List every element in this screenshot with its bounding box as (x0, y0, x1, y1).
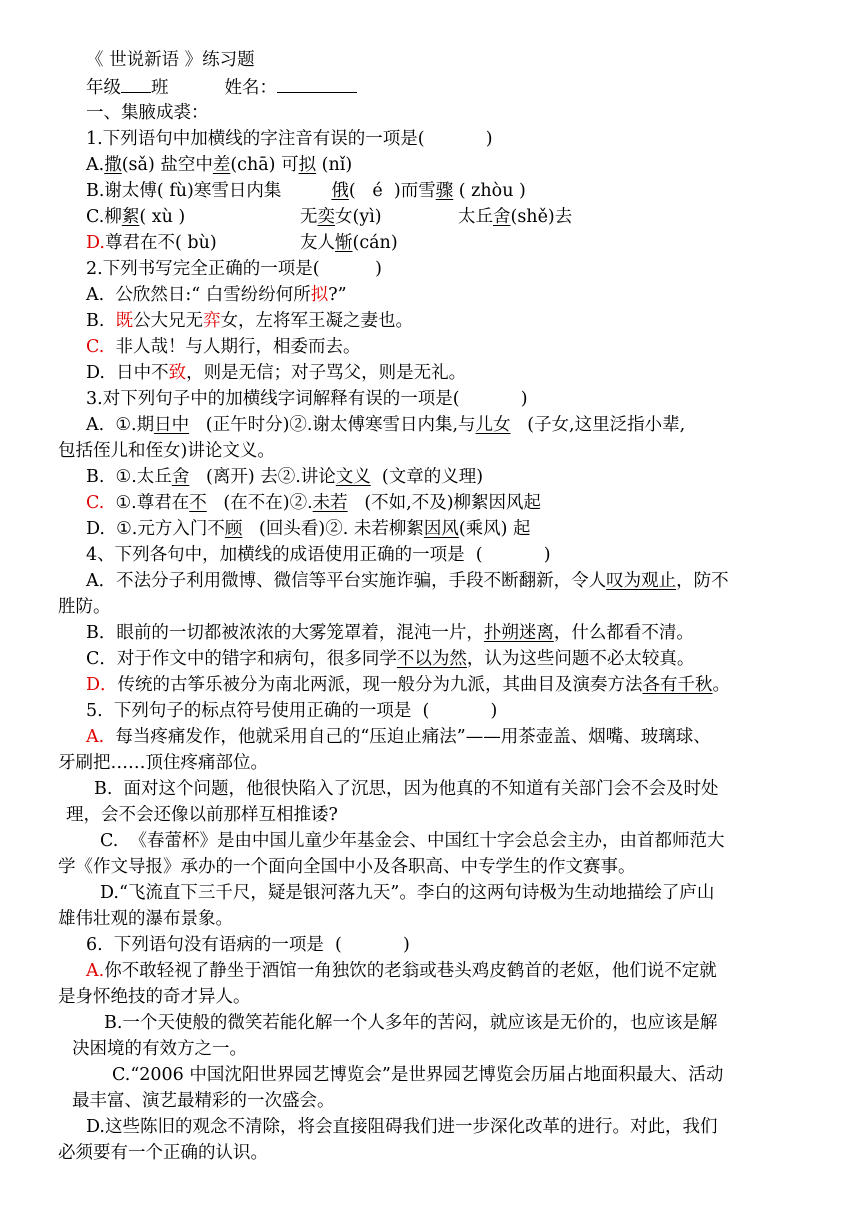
q6-option-c: C.“2006 中国沈阳世界园艺博览会”是世界园艺博览会历届占地面积最大、活动 (112, 1065, 724, 1085)
q4-option-c: C．对于作文中的错字和病句，很多同学不以为然，认为这些问题不必太较真。 (86, 649, 695, 669)
q2-option-d: D. 日中不致，则是无信；对子骂父，则是无礼。 (86, 363, 467, 383)
q5-stem: 5. 下列句子的标点符号使用正确的一项是 ( ) (86, 701, 498, 721)
q6-option-b-cont: 决困境的有效方之一。 (72, 1039, 247, 1059)
name-label: 姓名： (224, 78, 277, 98)
q6-option-b: B.一个天使般的微笑若能化解一个人多年的苦闷，就应该是无价的，也应该是解 (104, 1013, 718, 1033)
q3-option-a-cont: 包括侄儿和侄女)讲论文义。 (58, 441, 275, 461)
q6-option-c-cont: 最丰富、演艺最精彩的一次盛会。 (72, 1091, 335, 1111)
q1-option-c-part2: 无奕女(yì) (300, 207, 382, 227)
q3-option-b: B. ①.太丘舍 (离开) 去②.讲论文义 (文章的义理) (86, 467, 484, 487)
q5-option-b: B. 面对这个问题，他很快陷入了沉思，因为他真的不知道有关部门会不会及时处 (94, 779, 719, 799)
q5-option-a: A. 每当疼痛发作，他就采用自己的“压迫止痛法”——用茶壶盖、烟嘴、玻璃球、 (86, 727, 711, 747)
q4-option-a-cont: 胜防。 (58, 597, 111, 617)
q3-option-d: D. ①.元方入门不顾 (回头看)②. 未若柳絮因风(乘风) 起 (86, 519, 531, 539)
q1-option-c-part3: 太丘舍(shě)去 (458, 207, 573, 227)
q6-option-d: D.这些陈旧的观念不清除，将会直接阻碍我们进一步深化改革的进行。对此，我们 (86, 1117, 718, 1137)
q5-option-d-cont: 雄伟壮观的瀑布景象。 (58, 909, 233, 929)
answer-letter: A. (86, 727, 105, 747)
q4-option-b: B．眼前的一切都被浓浓的大雾笼罩着，混沌一片，扑朔迷离，什么都看不清。 (86, 623, 694, 643)
q3-option-c: C. ①.尊君在不 (在不在)②.未若 (不如,不及)柳絮因风起 (86, 493, 542, 513)
class-blank[interactable] (121, 74, 151, 93)
answer-letter: D． (86, 675, 118, 695)
grade-label: 年级 (86, 78, 121, 98)
q2-option-b: B. 既公大兄无弈女，左将军王凝之妻也。 (86, 311, 414, 331)
q1-option-c: C.柳絮( xù ) (86, 207, 186, 227)
q5-option-a-cont: 牙刷把……顶住疼痛部位。 (58, 753, 268, 773)
q1-option-d-part2: 友人惭(cán) (300, 233, 398, 253)
q5-option-c-cont: 学《作文导报》承办的一个面向全国中小及各职高、中专学生的作文赛事。 (58, 857, 636, 877)
q2-option-a: A. 公欣然日:“ 白雪纷纷何所拟?” (86, 285, 347, 305)
q1-option-d: D.尊君在不( bù) (86, 233, 217, 253)
q3-stem: 3.对下列句子中的加横线字词解释有误的一项是( ) (86, 389, 528, 409)
answer-letter: C. (86, 337, 105, 357)
answer-letter: A. (86, 961, 105, 981)
q6-option-a-cont: 是身怀绝技的奇才异人。 (58, 987, 251, 1007)
q2-option-c: C. 非人哉！与人期行，相委而去。 (86, 337, 361, 357)
q4-stem: 4、下列各句中，加横线的成语使用正确的一项是 ( ) (86, 545, 551, 565)
q4-option-a: A．不法分子利用微博、微信等平台实施诈骗，手段不断翻新，令人叹为观止，防不 (86, 571, 729, 591)
answer-letter: D. (86, 233, 105, 253)
q6-stem: 6. 下列语句没有语病的一项是 ( ) (86, 935, 410, 955)
q6-option-d-cont: 必须要有一个正确的认识。 (58, 1143, 268, 1163)
worksheet-title: 《 世说新语 》练习题 (86, 50, 255, 70)
q6-option-a: A.你不敢轻视了静坐于酒馆一角独饮的老翁或巷头鸡皮鹤首的老妪，他们说不定就 (86, 961, 717, 981)
q1-stem: 1.下列语句中加横线的字注音有误的一项是( ) (86, 129, 493, 149)
q5-option-b-cont: 理，会不会还像以前那样互相推诿? (66, 805, 338, 825)
q1-option-b: B.谢太傅( fù)寒雪日内集 俄( é )而雪骤 ( zhòu ) (86, 181, 526, 201)
q5-option-c: C. 《春蕾杯》是由中国儿童少年基金会、中国红十字会总会主办，由首都师范大 (100, 831, 725, 851)
q2-stem: 2.下列书写完全正确的一项是( ) (86, 259, 382, 279)
section-title: 一、集腋成裘： (86, 103, 209, 123)
q5-option-d: D.“飞流直下三千尺，疑是银河落九天”。李白的这两句诗极为生动地描绘了庐山 (100, 883, 715, 903)
name-blank[interactable] (277, 74, 357, 93)
q1-option-a: A.撒(sǎ) 盐空中差(chā) 可拟 (nǐ) (86, 155, 353, 175)
class-label: 班 (151, 78, 169, 98)
answer-letter: C. (86, 493, 105, 513)
q3-option-a: A. ①.期日中 (正午时分)②.谢太傅寒雪日内集,与儿女 (子女,这里泛指小辈, (86, 415, 686, 435)
student-info-line (86, 74, 357, 101)
q4-option-d: D．传统的古筝乐被分为南北两派，现一般分为九派，其曲目及演奏方法各有千秋。 (86, 675, 731, 695)
